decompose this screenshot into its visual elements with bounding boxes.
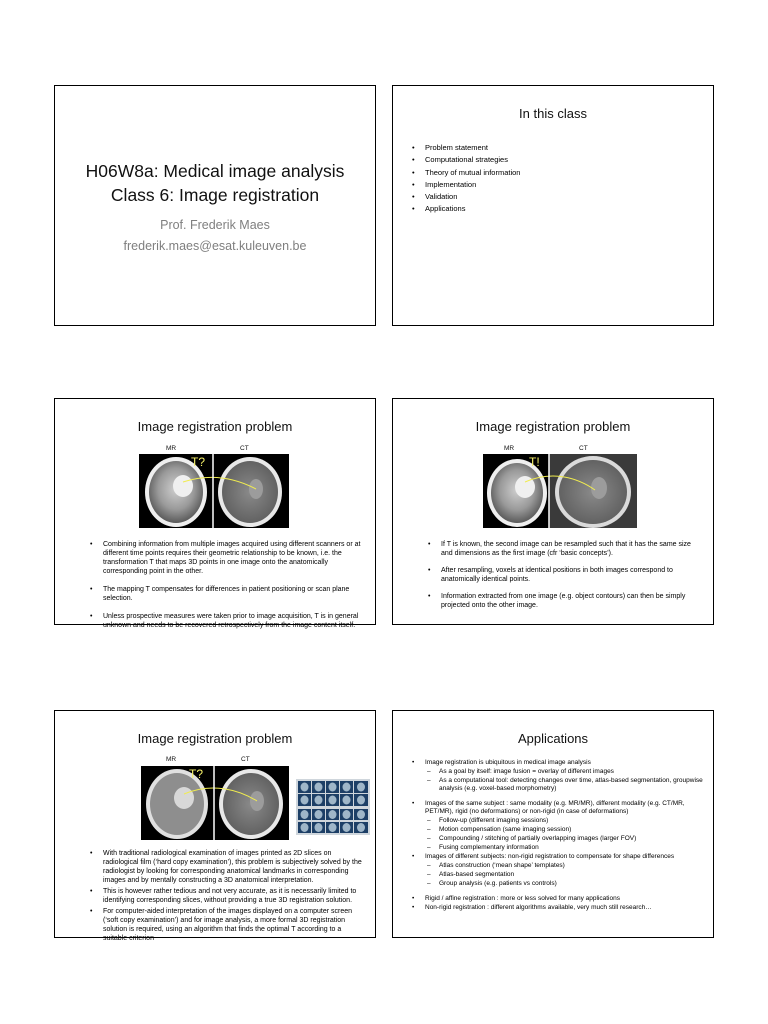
list-item: • For computer-aided interpretation of the images displayed on a computer screen (‘soft copy examination’) and for image analysis, a more formal 3D registration solution is required, using an algorithm that finds the optimal T according to a suitable criterion	[87, 907, 363, 943]
author-email: frederik.maes@esat.kuleuven.be	[123, 239, 307, 253]
sub-list-item: – Atlas-based segmentation	[425, 871, 705, 879]
slide-heading: In this class	[519, 106, 587, 121]
list-item: • Image registration is ubiquitous in medical image analysis – As a goal by itself: image fusion = overlay of different images – As a computational tool: detecting changes over time, atlas-based segmentation, groupwise analysis (e.g. voxel-based morphometry)	[409, 759, 705, 793]
sub-list-item: – As a computational tool: detecting changes over time, atlas-based segmentation, groupwise analysis (e.g. voxel-based morphometry)	[425, 777, 705, 793]
mr-ct-scan-image	[141, 766, 289, 840]
ct-label: CT	[240, 445, 249, 452]
transform-label: T?	[189, 767, 204, 781]
sub-list-item: – Group analysis (e.g. patients vs controls)	[425, 880, 705, 888]
outline-list	[409, 142, 520, 216]
list-item: • This is however rather tedious and not very accurate, as it is necessarily limited to identifying corresponding slices, without providing a true 3D registration solution.	[87, 887, 363, 905]
slide-registration-problem-2	[392, 398, 714, 625]
sub-list-item: – Follow-up (different imaging sessions)	[425, 817, 705, 825]
transform-label: T?	[191, 455, 206, 469]
slide-heading: Image registration problem	[475, 419, 631, 434]
ct-label: CT	[241, 756, 250, 763]
list-item: • Validation	[409, 191, 520, 203]
list-item: • After resampling, voxels at identical positions in both images correspond to anatomically identical points.	[425, 566, 691, 584]
list-item: • Implementation	[409, 179, 520, 191]
list-item: • Information extracted from one image (e.g. object contours) can then be simply projected onto the other image.	[425, 592, 691, 610]
list-item: • Images of different subjects: non-rigid registration to compensate for shape differences – Atlas construction (‘mean shape’ templates) – Atlas-based segmentation – Group analysis (e.g. patients vs controls)	[409, 853, 705, 888]
course-title: H06W8a: Medical image analysis Class 6: Image registration	[85, 161, 345, 205]
bullet-list	[409, 759, 705, 919]
bullet-list	[87, 540, 367, 639]
slide-heading: Image registration problem	[137, 731, 293, 746]
mr-ct-scan-image	[139, 454, 289, 528]
slide-heading: Applications	[517, 731, 589, 746]
list-item: • Combining information from multiple images acquired using different scanners or at different time points requires their geometric relationship to be known, i.e. the transformation T that maps 3D points in one image onto the anatomically corresponding point in the other.	[87, 540, 367, 576]
slide-registration-problem-1	[54, 398, 376, 629]
list-item: • Problem statement	[409, 142, 520, 154]
sub-list-item: – Motion compensation (same imaging session)	[425, 826, 705, 834]
sub-list-item: – Atlas construction (‘mean shape’ templates)	[425, 862, 705, 870]
list-item: • Images of the same subject : same modality (e.g. MR/MR), different modality (e.g. CT/MR, PET/MR), rigid (no deformations) or non-rigid (in case of deformations) – Follow-up (different imaging sessions) – Motion compensation (same imaging session) – Compounding / stitching of partially overlapping images (larger FOV) – Fusing complementary information	[409, 800, 705, 852]
list-item: • Applications	[409, 203, 520, 215]
list-item: • With traditional radiological examination of images printed as 2D slices on radiological film (‘hard copy examination’), this problem is subjectively solved by the radiologist by looking for corresponding anatomical landmarks in corresponding images and by mentally constructing a 3D anatomical interpretation.	[87, 849, 363, 885]
list-item: • The mapping T compensates for differences in patient positioning or scan plane selection.	[87, 585, 367, 603]
bullet-list	[87, 849, 363, 945]
slide-registration-problem-3	[54, 710, 376, 942]
bullet-list	[425, 540, 691, 618]
slide-outline	[392, 85, 714, 326]
slide-title	[54, 85, 376, 326]
list-item: • Non-rigid registration : different algorithms available, very much still research…	[409, 904, 705, 912]
ct-label: CT	[579, 445, 588, 452]
slide-heading: Image registration problem	[137, 419, 293, 434]
mr-label: MR	[166, 445, 177, 452]
slide-applications	[392, 710, 714, 938]
author-block	[55, 215, 375, 257]
transform-label: T!	[529, 455, 540, 469]
sub-list-item: – Compounding / stitching of partially overlapping images (larger FOV)	[425, 835, 705, 843]
list-item: • Rigid / affine registration : more or less solved for many applications	[409, 895, 705, 903]
mr-label: MR	[504, 445, 515, 452]
list-item: • Unless prospective measures were taken prior to image acquisition, T is in general unknown and needs to be recovered retrospectively from the image content itself.	[87, 612, 367, 630]
author-name: Prof. Frederik Maes	[160, 218, 270, 232]
list-item: • Theory of mutual information	[409, 167, 520, 179]
film-slices-image	[296, 779, 370, 835]
mr-ct-scan-image	[483, 454, 637, 528]
mr-label: MR	[166, 756, 177, 763]
sub-list-item: – As a goal by itself: image fusion = overlay of different images	[425, 768, 705, 776]
sub-list-item: – Fusing complementary information	[425, 844, 705, 852]
list-item: • Computational strategies	[409, 154, 520, 166]
list-item: • If T is known, the second image can be resampled such that it has the same size and dimensions as the first image (cfr ‘basic concepts’).	[425, 540, 691, 558]
